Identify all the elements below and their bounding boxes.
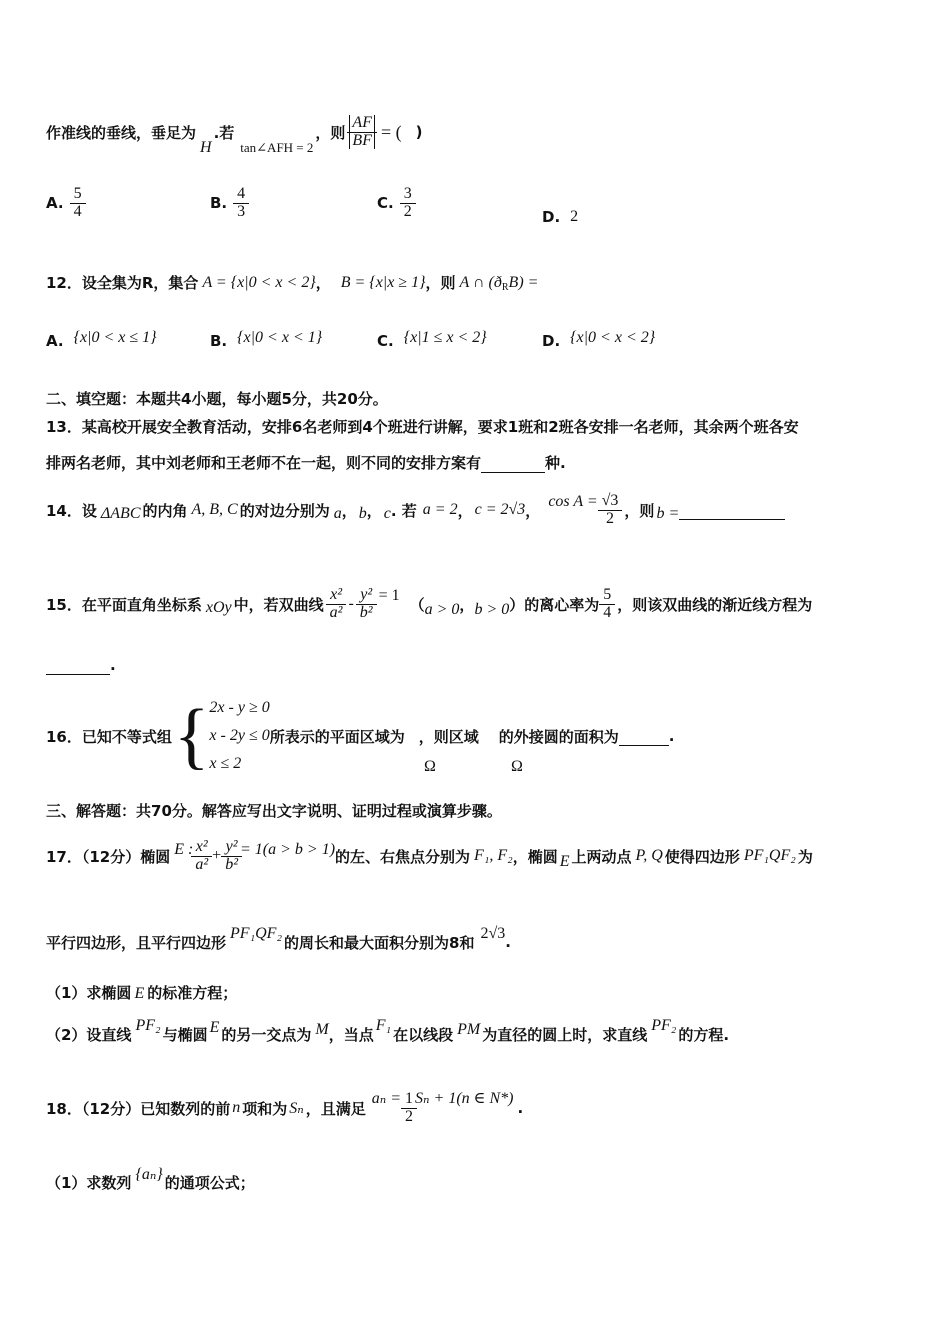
q12-option-c[interactable]: C. {x|1 ≤ x < 2}	[377, 329, 487, 350]
q16-omega-1: Ω	[424, 758, 436, 775]
option-fraction: $\frac{3}{2}$	[402, 186, 414, 221]
q12-expr: A ∩ (ð	[459, 273, 502, 291]
q11-option-d[interactable]	[542, 208, 578, 226]
q12-option-a[interactable]: A. {x|0 < x ≤ 1}	[46, 329, 157, 350]
q11-option-c[interactable]	[377, 186, 414, 221]
q11-option-a[interactable]	[46, 186, 84, 221]
q11-text-a: 作准线的垂线，垂足为	[46, 123, 197, 142]
q13-line2: 排两名老师，其中刘老师和王老师不在一起，则不同的安排方案有 种.	[46, 454, 566, 472]
q14-answer-blank[interactable]	[679, 501, 785, 520]
q16-brace: {	[173, 695, 210, 777]
q11-ratio	[349, 115, 375, 150]
q18-half: $\frac{1}{2}$	[403, 1091, 415, 1126]
option-fraction: $\frac{5}{4}$	[72, 186, 84, 221]
q16-omega-2: Ω	[511, 758, 523, 775]
option-label: C.	[377, 194, 394, 213]
q15-frac-y: $\frac{\text{y²}}{\text{b²}}$	[358, 587, 375, 622]
q12-set-b: B = {x|x ≥ 1}	[340, 273, 426, 291]
section-2-heading: 二、填空题：本题共4小题，每小题5分，共20分。	[46, 390, 388, 408]
q11-ratio-den: BF	[349, 133, 375, 150]
section-3-heading: 三、解答题：共70分。解答应写出文字说明、证明过程或演算步骤。	[46, 802, 502, 820]
q11-text-c: ，则	[315, 123, 346, 142]
option-label: B.	[210, 194, 228, 213]
q12-set-a: A = {x|0 < x < 2}	[202, 273, 316, 291]
q16-system: 2x - y ≥ 0 x - 2y ≤ 0 x ≤ 2	[209, 699, 270, 772]
q14-cos-value: $\frac{√3}{2}$	[600, 493, 621, 528]
q11-line	[46, 100, 422, 164]
q17-part2: （2）设直线 PF₂ 与椭圆 E 的另一交点为 M ，当点 F₁ 在以线段 PM 为直径的圆上时，求直线 PF₂ 的方程.	[46, 1017, 730, 1044]
q11-H: H	[200, 139, 212, 156]
q11-cond: tan∠AFH = 2	[240, 140, 314, 155]
q15-eccentricity: $\frac{5}{4}$	[601, 587, 613, 622]
q18-part1: （1）求数列 {aₙ} 的通项公式；	[46, 1166, 255, 1192]
option-label: A.	[46, 194, 64, 213]
q12-option-d[interactable]: D. {x|0 < x < 2}	[542, 329, 656, 350]
option-label: D.	[542, 208, 561, 226]
q16-answer-blank[interactable]	[619, 727, 669, 746]
q17-line1: 17．（12分）椭圆 E : $\frac{\text{x²}}{\text{a²}}$ + $\frac{\text{y²}}{\text{b²}}$ = 1(a > b > 1) 的左、右焦点分别为 F₁, F₂ ，椭圆 E 上两动点 P, Q 使得四边形 PF₁QF₂ 为	[46, 837, 813, 873]
q11-text-b: .若	[213, 123, 235, 142]
q18-line: 18．（12分）已知数列的前 n 项和为 Sₙ ，且满足 aₙ = $\frac{1}{2}$ Sₙ + 1(n ∈ N*) .	[46, 1089, 524, 1125]
q12-text-a: 12．设全集为R，集合	[46, 274, 199, 292]
q11-eq: = (	[380, 121, 402, 142]
q12-expr2: B) =	[508, 273, 539, 291]
q15-answer-blank[interactable]	[46, 656, 110, 675]
q17-frac-y: $\frac{\text{y²}}{\text{b²}}$	[223, 839, 240, 874]
q13-answer-blank[interactable]	[481, 454, 545, 473]
q17-line2: 平行四边形，且平行四边形 PF₁QF₂ 的周长和最大面积分别为8和 2√3 .	[46, 925, 511, 952]
q12-text-b: ，则	[425, 274, 456, 292]
q11-close: )	[415, 123, 423, 141]
q15-answer-line: .	[46, 656, 116, 675]
q12-sub: R	[501, 282, 509, 293]
q17-part1: （1）求椭圆 E 的标准方程；	[46, 984, 238, 1002]
q15-line: 15．在平面直角坐标系 xOy 中，若双曲线 $\frac{\text{x²}}{\text{a²}}$ - $\frac{\text{y²}}{\text{b²}}$ = 1 （ a > 0 ， b > 0 ）的离心率为 $\frac{5}{4}$ ，则该双曲线的渐近线方程为	[46, 585, 813, 621]
q12-line	[46, 272, 538, 293]
q14-line: 14．设 ΔABC 的内角 A, B, C 的对边分别为 a ， b ， c . 若 a = 2 ， c = 2√3 ， cos A = $\frac{√3}{2}$ ，则 b =	[46, 488, 785, 532]
option-value: 2	[570, 208, 579, 225]
q13-line1: 13．某高校开展安全教育活动，安排6名老师到4个班进行讲解，要求1班和2班各安排一名老师，其余两个班各安	[46, 418, 799, 436]
q17-frac-x: $\frac{\text{x²}}{\text{a²}}$	[193, 839, 210, 874]
q12-comma: ，	[315, 274, 331, 292]
q11-ratio-num: AF	[349, 115, 375, 132]
q12-option-b[interactable]: B. {x|0 < x < 1}	[210, 329, 323, 350]
q11-option-b[interactable]	[210, 186, 247, 221]
option-fraction: $\frac{4}{3}$	[235, 186, 247, 221]
q16-line: 16．已知不等式组 { 2x - y ≥ 0 x - 2y ≤ 0 x ≤ 2 所表示的平面区域为 ，则区域 的外接圆的面积为 .	[46, 695, 675, 777]
q15-frac-x: $\frac{\text{x²}}{\text{a²}}$	[328, 587, 345, 622]
